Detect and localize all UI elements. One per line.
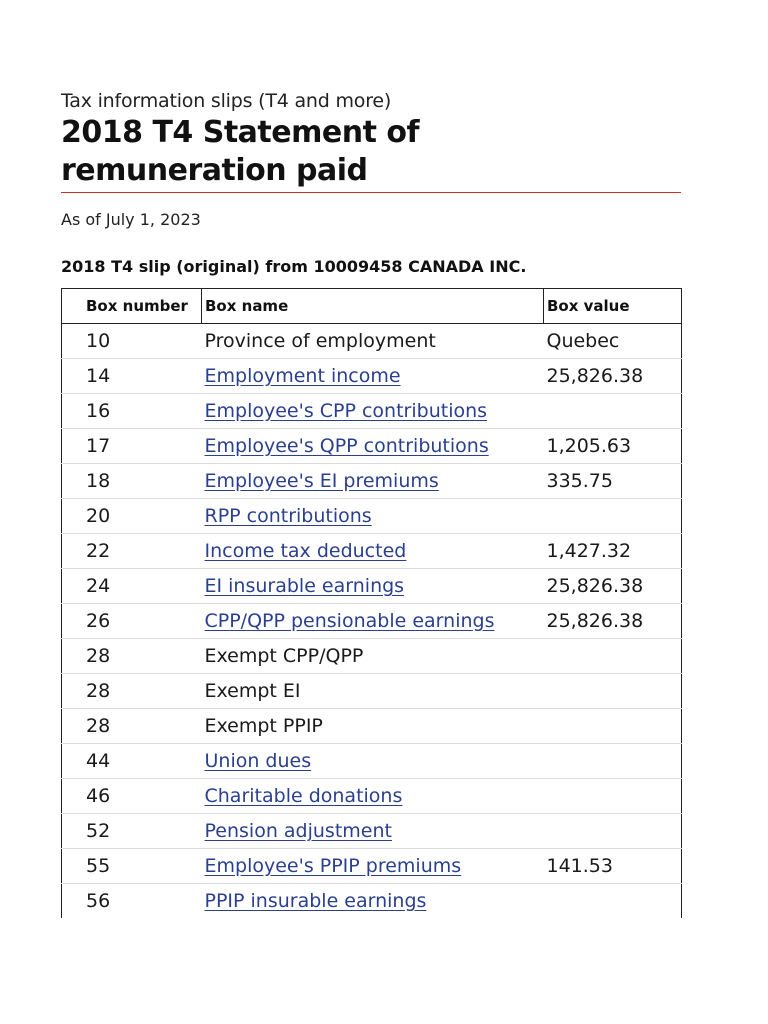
box-name-cell (202, 709, 544, 744)
box-value-cell: 1,427.32 (544, 534, 682, 569)
table-row (62, 464, 682, 499)
box-name-link[interactable]: Pension adjustment (204, 820, 392, 842)
box-value-cell (544, 744, 682, 779)
box-name-text: Province of employment (204, 330, 436, 352)
table-row (62, 429, 682, 464)
box-name-link[interactable]: PPIP insurable earnings (204, 890, 427, 912)
box-name-cell (202, 639, 544, 674)
table-row (62, 884, 682, 919)
box-name-link[interactable]: Charitable donations (204, 785, 403, 807)
box-name-link[interactable]: Employee's CPP contributions (204, 400, 488, 422)
box-value-cell (544, 709, 682, 744)
box-value-cell (544, 639, 682, 674)
box-number-cell: 28 (62, 674, 202, 709)
table-row (62, 639, 682, 674)
box-name-cell (202, 429, 544, 464)
box-value-cell (544, 674, 682, 709)
page-title-line1: 2018 T4 Statement of (61, 115, 420, 150)
box-name-cell (202, 464, 544, 499)
box-number-cell: 24 (62, 569, 202, 604)
table-row (62, 324, 682, 359)
table-row (62, 674, 682, 709)
box-number-cell: 46 (62, 779, 202, 814)
title-divider (61, 192, 681, 193)
box-name-cell (202, 674, 544, 709)
box-number-cell: 16 (62, 394, 202, 429)
box-name-cell (202, 849, 544, 884)
box-number-cell: 20 (62, 499, 202, 534)
box-name-text: Exempt PPIP (204, 715, 323, 737)
box-name-text: Exempt CPP/QPP (204, 645, 364, 667)
box-name-link[interactable]: Employee's QPP contributions (204, 435, 489, 457)
box-number-cell: 17 (62, 429, 202, 464)
main-content (61, 88, 681, 918)
box-name-cell (202, 499, 544, 534)
box-number-cell: 18 (62, 464, 202, 499)
box-name-cell (202, 814, 544, 849)
box-name-link[interactable]: Union dues (204, 750, 312, 772)
box-value-cell: 25,826.38 (544, 359, 682, 394)
column-header-box-number: Box number (62, 289, 202, 324)
table-row (62, 849, 682, 884)
box-name-cell (202, 569, 544, 604)
t4-boxes-table (61, 288, 682, 918)
box-name-cell (202, 534, 544, 569)
box-value-cell (544, 499, 682, 534)
table-row (62, 604, 682, 639)
box-number-cell: 28 (62, 639, 202, 674)
box-name-cell (202, 779, 544, 814)
box-value-cell (544, 779, 682, 814)
box-name-link[interactable]: Employee's PPIP premiums (204, 855, 462, 877)
table-header-row (62, 289, 682, 324)
box-name-link[interactable]: EI insurable earnings (204, 575, 405, 597)
page-title-line2: remuneration paid (61, 153, 368, 188)
box-name-link[interactable]: RPP contributions (204, 505, 372, 527)
box-name-link[interactable]: CPP/QPP pensionable earnings (204, 610, 495, 632)
page-title (61, 114, 681, 190)
column-header-box-name: Box name (202, 289, 544, 324)
box-number-cell: 44 (62, 744, 202, 779)
column-header-box-value: Box value (544, 289, 682, 324)
table-row (62, 394, 682, 429)
table-row (62, 534, 682, 569)
as-of-date: As of July 1, 2023 (61, 210, 201, 229)
box-number-cell: 22 (62, 534, 202, 569)
box-name-link[interactable]: Employee's EI premiums (204, 470, 439, 492)
slip-heading: 2018 T4 slip (original) from 10009458 CANADA INC. (61, 257, 527, 276)
table-row (62, 779, 682, 814)
box-value-cell (544, 884, 682, 919)
box-value-cell: Quebec (544, 324, 682, 359)
box-value-cell (544, 394, 682, 429)
box-value-cell (544, 814, 682, 849)
table-row (62, 709, 682, 744)
box-name-cell (202, 604, 544, 639)
box-number-cell: 28 (62, 709, 202, 744)
box-name-text: Exempt EI (204, 680, 301, 702)
box-value-cell: 25,826.38 (544, 569, 682, 604)
box-number-cell: 14 (62, 359, 202, 394)
box-name-link[interactable]: Income tax deducted (204, 540, 407, 562)
box-name-cell (202, 394, 544, 429)
page-supertitle: Tax information slips (T4 and more) (61, 90, 392, 112)
box-value-cell: 1,205.63 (544, 429, 682, 464)
table-row (62, 744, 682, 779)
box-number-cell: 26 (62, 604, 202, 639)
box-value-cell: 25,826.38 (544, 604, 682, 639)
box-name-cell (202, 744, 544, 779)
box-number-cell: 52 (62, 814, 202, 849)
table-row (62, 569, 682, 604)
table-row (62, 359, 682, 394)
box-name-link[interactable]: Employment income (204, 365, 401, 387)
box-value-cell: 335.75 (544, 464, 682, 499)
table-body (62, 324, 682, 919)
box-number-cell: 10 (62, 324, 202, 359)
table-row (62, 499, 682, 534)
box-name-cell (202, 324, 544, 359)
box-value-cell: 141.53 (544, 849, 682, 884)
table-row (62, 814, 682, 849)
box-number-cell: 55 (62, 849, 202, 884)
box-name-cell (202, 359, 544, 394)
box-number-cell: 56 (86, 890, 111, 912)
box-name-cell (202, 884, 544, 919)
